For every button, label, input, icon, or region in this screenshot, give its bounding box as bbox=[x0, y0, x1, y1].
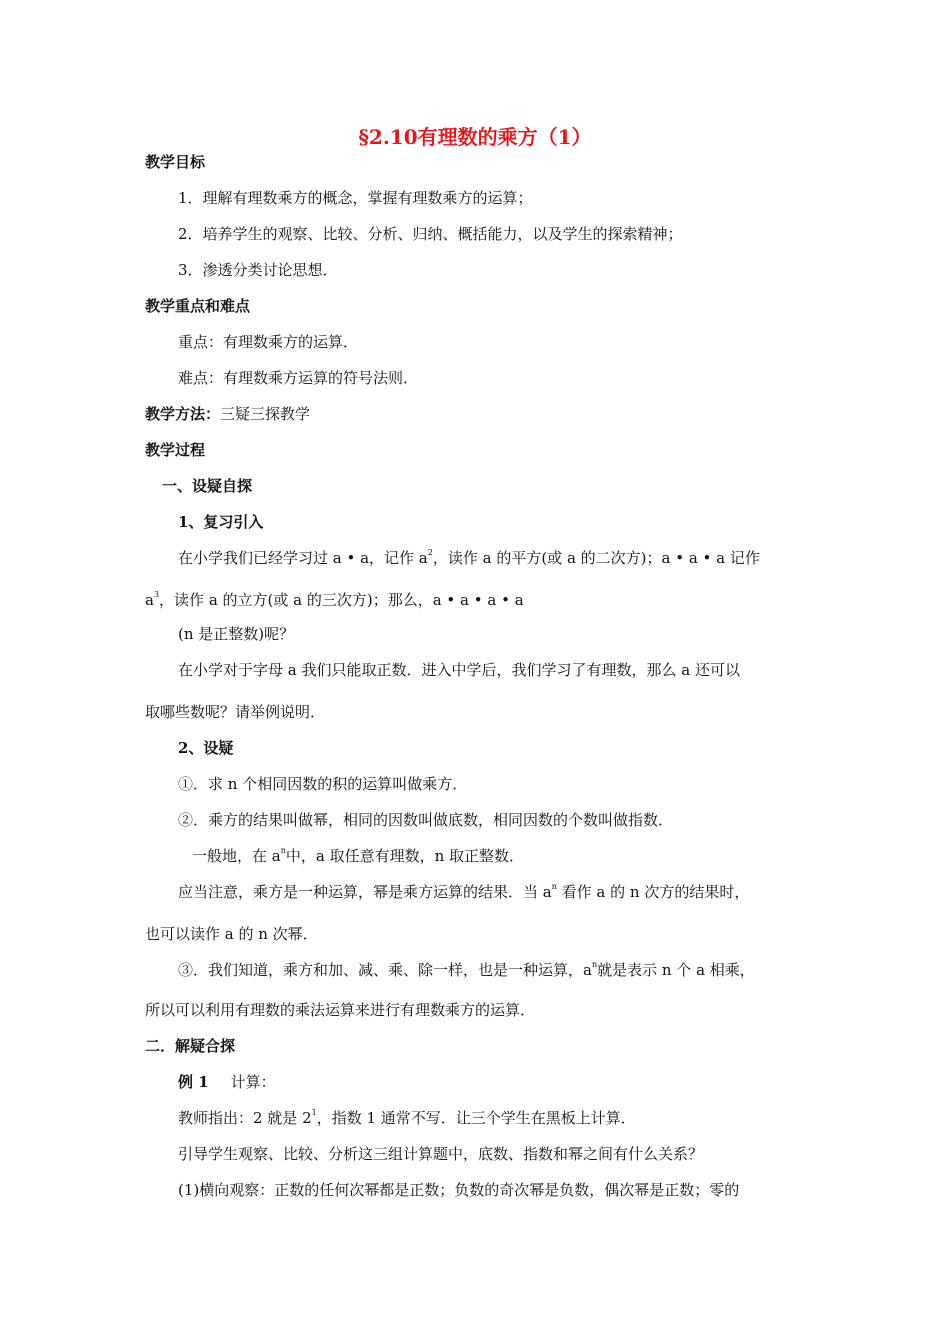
definition-1: ①．求 n 个相同因数的积的运算叫做乘方． bbox=[178, 775, 468, 793]
question-para-line2: 取哪些数呢？请举例说明． bbox=[145, 703, 326, 721]
definition-2: ②．乘方的结果叫做幂，相同的因数叫做底数，相同因数的个数叫做指数． bbox=[178, 811, 674, 829]
part2-heading: 二．解疑合探 bbox=[145, 1037, 236, 1055]
difficulty-text: 难点：有理数乘方运算的符号法则． bbox=[178, 369, 419, 387]
definition-3-line2: 所以可以利用有理数的乘法运算来进行有理数乘方的运算． bbox=[145, 1001, 536, 1019]
general-statement: 一般地，在 $a^n$中，a 取任意有理数，n 取正整数． bbox=[192, 846, 525, 865]
focus-text: 重点：有理数乘方的运算． bbox=[178, 333, 359, 351]
note-line1: 应当注意，乘方是一种运算，幂是乘方运算的结果．当 $a^n$ 看作 a 的 n 次方的结果时， bbox=[178, 882, 750, 901]
note-line2: 也可以读作 a 的 n 次幂． bbox=[145, 925, 318, 943]
example-text: 计算： bbox=[230, 1073, 276, 1091]
guide-question: 引导学生观察、比较、分析这三组计算题中，底数、指数和幂之间有什么关系？ bbox=[178, 1145, 704, 1163]
part1-heading: 一、设疑自探 bbox=[162, 477, 253, 495]
goal-item-1: 1．理解有理数乘方的概念，掌握有理数乘方的运算； bbox=[178, 189, 533, 207]
method-value: 三疑三探教学 bbox=[220, 405, 311, 423]
example-label: 例 1 bbox=[178, 1073, 209, 1091]
sub1-heading: 1、复习引入 bbox=[178, 513, 264, 531]
method-label: 教学方法： bbox=[145, 405, 221, 423]
example-1 bbox=[178, 1072, 276, 1092]
section-heading-goals: 教学目标 bbox=[145, 153, 206, 171]
section-heading-key-points: 教学重点和难点 bbox=[145, 297, 251, 315]
teacher-note: 教师指出：2 就是 $2^1$，指数 1 通常不写．让三个学生在黑板上计算． bbox=[178, 1108, 636, 1127]
review-para-line3: (n 是正整数)呢？ bbox=[178, 625, 295, 643]
goal-item-3: 3．渗透分类讨论思想． bbox=[178, 261, 338, 279]
section-heading-process: 教学过程 bbox=[145, 441, 206, 459]
sub2-heading: 2、设疑 bbox=[178, 739, 234, 757]
review-para-line1: 在小学我们已经学习过 a • a，记作 $a^2$，读作 a 的平方(或 a 的二次方)；a • a • a 记作 bbox=[178, 548, 760, 567]
question-para-line1: 在小学对于字母 a 我们只能取正数．进入中学后，我们学习了有理数，那么 a 还可以 bbox=[178, 661, 740, 679]
review-para-line2: $a^3$，读作 a 的立方(或 a 的三次方)；那么，a • a • a • a bbox=[145, 590, 524, 609]
method-line bbox=[145, 404, 310, 424]
page-title: §2.10有理数的乘方（1） bbox=[358, 125, 592, 149]
observation-1: (1)横向观察：正数的任何次幂都是正数；负数的奇次幂是负数，偶次幂是正数；零的 bbox=[178, 1181, 740, 1199]
goal-item-2: 2．培养学生的观察、比较、分析、归纳、概括能力，以及学生的探索精神； bbox=[178, 225, 683, 243]
definition-3-line1: ③．我们知道，乘方和加、减、乘、除一样，也是一种运算，$a^n$就是表示 n 个 a 相乘， bbox=[178, 960, 755, 979]
